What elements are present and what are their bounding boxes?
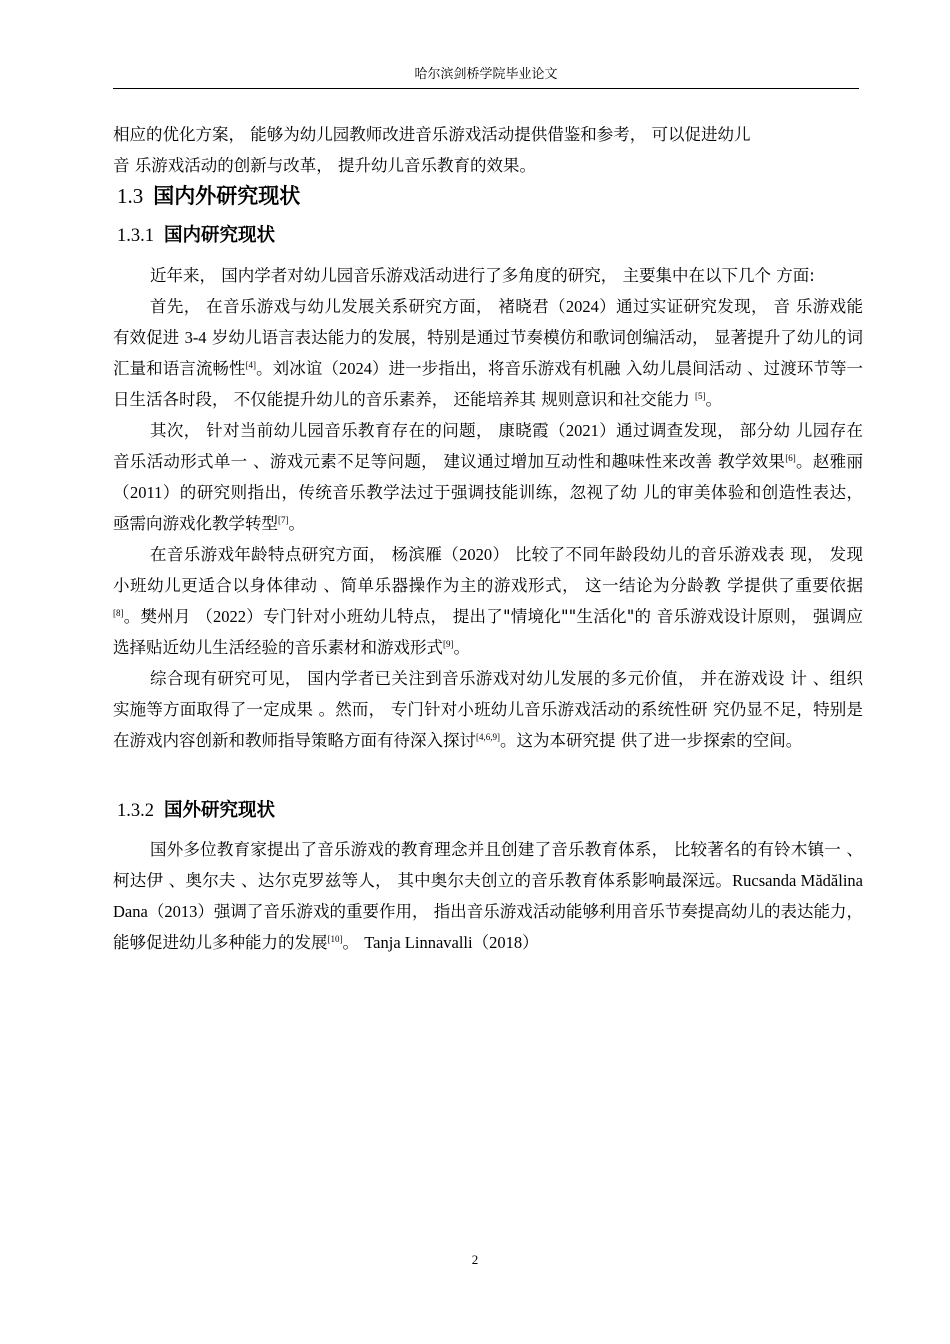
text-run: 。 [453,638,470,657]
text-run: ）的研究则指出，传统音乐教学法过于强调技能训练，忽视了幼 儿的审美体验和创造性表达， 亟需向游戏化教学转型 [113,483,863,533]
year: 2021 [565,421,599,440]
running-header: 哈尔滨剑桥学院毕业论文 [414,67,558,82]
subsection-title: 国内研究现状 [164,225,276,246]
text-run: 。赵雅丽（ [113,452,863,502]
section-1-3-heading [113,181,863,211]
text-run: 首先， 在音乐游戏与幼儿发展关系研究方面， 褚晓君（ [150,297,566,316]
subsection-number: 1.3.2 [117,801,154,821]
text-run: 。 [705,390,722,409]
text-run: ）专门针对小班幼儿特点， 提出了"情境化""生活化"的 音乐游戏设计原则， 强调应选择贴近幼儿生活经验的音乐素材和游戏形式 [113,607,863,657]
citation: [7] [278,515,289,525]
citation: [8] [113,608,124,618]
text-run: ） 比较了不同年龄段幼儿的音乐游戏表 现， 发现小班幼儿更适合以身体律动 、简单乐器操作为主的游戏形式， 这一结论为分龄教 学提供了重要依据 [113,545,863,595]
year: 2024 [565,297,599,316]
text-run: ）强调了音乐游戏的重要作用， 指出音乐游戏活动能够利用音乐节奏提高幼儿的表达能力，能够促进幼儿多种能力的发展 [113,902,864,952]
year: 2022 [212,607,246,626]
author-name: Tanja Linnavalli [364,933,473,952]
domestic-paragraph-1: 近年来， 国内学者对幼儿园音乐游戏活动进行了多角度的研究， 主要集中在以下几个 方面: [150,266,815,285]
text-run: 。刘冰谊（ [256,359,339,378]
text-run: ） [522,933,539,952]
citation: [4] [245,360,257,370]
text-run: 。这为本研究提 供了进一步探索的空间。 [500,731,803,750]
text-run: 。 [288,514,305,533]
section-number: 1.3 [117,184,144,208]
year: 2018 [489,933,523,952]
section-1-3-2-heading [113,796,863,826]
text-run: 在音乐游戏年龄特点研究方面， 杨滨雁（ [150,545,460,564]
text-run: 。 [342,933,365,952]
domestic-paragraph-3 [113,415,863,539]
text-run: 综合现有研究可见， 国内学者已关注到音乐游戏对幼儿发展的多元价值， 并在游戏设 计 、组织实施等方面取得了一定成果 。然而， 专门针对小班幼儿音乐游戏活动的系统性研 究仍显不足，特别是在游戏内容创新和教师指导策略方面有待深入探讨 [113,669,863,750]
year: 2020 [459,545,493,564]
section-title: 国内外研究现状 [153,184,301,208]
subsection-number: 1.3.1 [117,226,154,246]
header-rule [113,88,859,89]
text-run: ）通过实证研究发现， 音 乐游戏能有效促进 [113,297,863,347]
section-1-3-1-heading [113,221,863,251]
domestic-paragraph-5 [113,663,863,756]
text-run: ）进一步指出，将音乐游戏有机融 入幼儿晨间活动 、过渡环节等一日生活各时段， 不仅能提升幼儿的音乐素养， 还能培养其 规则意识和社交能力 [113,359,864,409]
page-body [113,119,863,958]
citation: [9] [443,639,454,649]
intro-paragraph [113,119,863,181]
citation: [5] [694,391,706,401]
citation: [4,6,9] [476,732,500,742]
intro-line-1: 相应的优化方案， 能够为幼儿园教师改进音乐游戏活动提供借鉴和参考， 可以促进幼儿 [113,125,751,144]
citation: [10] [327,934,343,944]
text-run: （ [147,902,165,921]
foreign-paragraph-1 [113,834,863,958]
age-range: 3-4 [184,328,207,347]
page-number: 2 [471,1252,479,1267]
text-run: 其次， 针对当前幼儿园音乐教育存在的问题， 康晓霞（ [150,421,566,440]
year: 2024 [338,359,372,378]
year: 2013 [164,902,198,921]
citation: [6] [785,453,796,463]
text-run: （ [472,933,490,952]
text-run: 岁幼儿语言表达能力的发展，特别是通过节奏模仿和歌词创编活动， 显著提升了幼儿的词汇量和语言流畅性 [113,328,863,378]
text-run: ）通过调查发现， 部分幼 儿园存在音乐活动形式单一 、游戏元素不足等问题， 建议通过增加互动性和趣味性来改善 教学效果 [113,421,863,471]
author-name: Rucsanda Mădălina Dana [113,871,863,921]
domestic-paragraph-2 [113,291,863,415]
year: 2011 [129,483,163,502]
intro-line-2: 音 乐游戏活动的创新与改革， 提升幼儿音乐教育的效果。 [113,156,536,175]
domestic-paragraph-4 [113,539,863,663]
text-run: 。樊州月 （ [123,607,213,626]
subsection-title: 国外研究现状 [164,800,276,821]
text-run: 国外多位教育家提出了音乐游戏的教育理念并且创建了音乐教育体系， 比较著名的有铃木镇一 、柯达伊 、奥尔夫 、达尔克罗兹等人， 其中奥尔夫创立的音乐教育体系影响最深远。 [113,840,863,890]
